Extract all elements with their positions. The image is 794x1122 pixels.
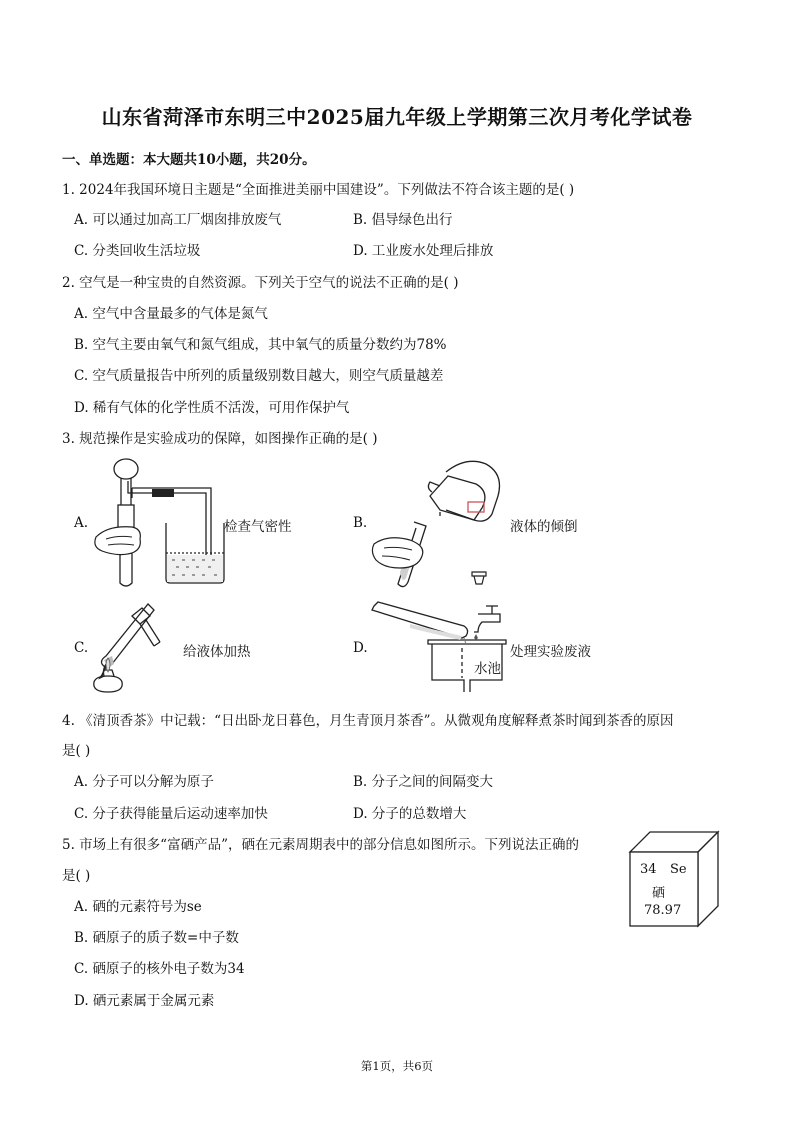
q4-option-d[interactable]: D. 分子的总数增大 — [353, 806, 467, 822]
q2-stem: 2. 空气是一种宝贵的自然资源。下列关于空气的说法不正确的是( ) — [62, 275, 459, 291]
q3-option-b-caption: 液体的倾倒 — [510, 519, 578, 535]
q2-option-d[interactable]: D. 稀有气体的化学性质不活泼，可用作保护气 — [74, 400, 350, 416]
q2-option-a[interactable]: A. 空气中含量最多的气体是氮气 — [74, 306, 268, 322]
q5-stem-line2: 是( ) — [62, 868, 91, 884]
q1-option-a[interactable]: A. 可以通过加高工厂烟囱排放废气 — [74, 212, 282, 228]
airtightness-diagram — [88, 455, 228, 590]
q5-option-b[interactable]: B. 硒原子的质子数=中子数 — [74, 930, 239, 946]
q3-stem: 3. 规范操作是实验成功的保障，如图操作正确的是( ) — [62, 431, 378, 447]
page-title: 山东省菏泽市东明三中2025届九年级上学期第三次月考化学试卷 — [101, 105, 693, 129]
q3-option-a-caption: 检查气密性 — [224, 519, 292, 535]
q4-option-b[interactable]: B. 分子之间的间隔变大 — [353, 774, 494, 790]
section-heading: 一、单选题：本大题共10小题，共20分。 — [62, 152, 316, 168]
page-footer: 第1页，共6页 — [360, 1059, 434, 1073]
q1-option-d[interactable]: D. 工业废水处理后排放 — [353, 243, 494, 259]
q3-option-d-caption: 处理实验废液 — [510, 644, 591, 660]
q3-option-c-caption: 给液体加热 — [183, 644, 251, 660]
sink-label: 水池 — [474, 661, 501, 677]
q3-option-a-letter[interactable]: A. — [74, 515, 89, 531]
q3-option-d-letter[interactable]: D. — [353, 640, 368, 656]
heating-diagram — [88, 598, 178, 696]
pouring-diagram — [370, 452, 510, 592]
element-atomic-number: 34 — [640, 862, 657, 877]
element-atomic-mass: 78.97 — [644, 903, 682, 918]
q2-option-b[interactable]: B. 空气主要由氧气和氮气组成，其中氧气的质量分数约为78% — [74, 337, 447, 353]
q5-stem-line1: 5. 市场上有很多“富硒产品”，硒在元素周期表中的部分信息如图所示。下列说法正确的 — [62, 837, 579, 853]
q4-option-a[interactable]: A. 分子可以分解为原子 — [74, 774, 214, 790]
q1-stem: 1. 2024年我国环境日主题是“全面推进美丽中国建设”。下列做法不符合该主题的是( ) — [62, 182, 575, 198]
q4-stem-line1: 4. 《清顶香茶》中记载：“日出卧龙日暮色，月生青顶月茶香”。从微观角度解释煮茶时闻到茶香的原因 — [62, 713, 674, 729]
q3-option-b-letter[interactable]: B. — [353, 515, 368, 531]
q5-option-a[interactable]: A. 硒的元素符号为se — [74, 899, 202, 915]
q5-option-d[interactable]: D. 硒元素属于金属元素 — [74, 993, 215, 1009]
q5-option-c[interactable]: C. 硒原子的核外电子数为34 — [74, 961, 245, 977]
q4-option-c[interactable]: C. 分子获得能量后运动速率加快 — [74, 806, 268, 822]
q1-option-b[interactable]: B. 倡导绿色出行 — [353, 212, 453, 228]
q2-option-c[interactable]: C. 空气质量报告中所列的质量级别数目越大，则空气质量越差 — [74, 368, 444, 384]
q1-option-c[interactable]: C. 分类回收生活垃圾 — [74, 243, 201, 259]
q3-option-c-letter[interactable]: C. — [74, 640, 89, 656]
element-symbol: Se — [670, 862, 687, 877]
waste-liquid-diagram — [370, 600, 515, 692]
q4-stem-line2: 是( ) — [62, 743, 91, 759]
element-name: 硒 — [652, 886, 666, 901]
